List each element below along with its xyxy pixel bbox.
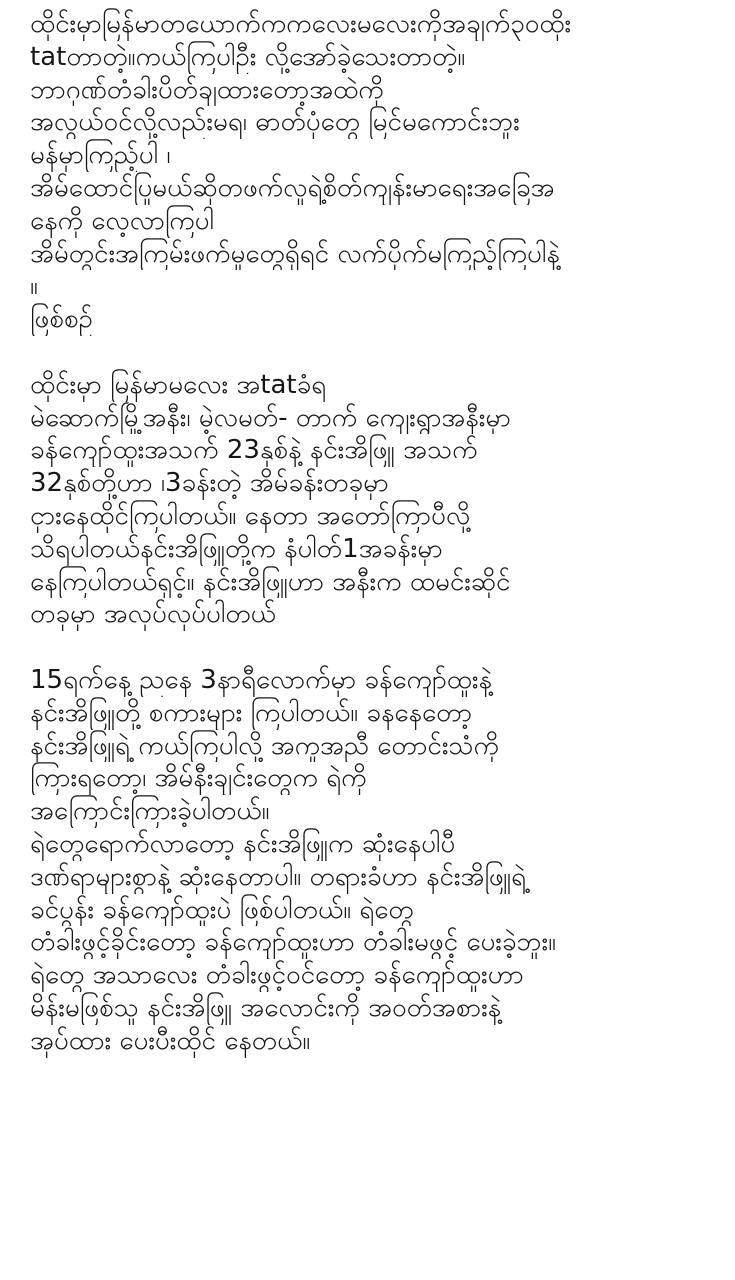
paragraph-details: [30, 664, 720, 1058]
text-line: အိမ်ထောင်ပြုမယ်ဆိုတဖက်လူရဲ့စိတ်ကျန်းမာရေးအခြေအ: [30, 172, 555, 203]
text-line: ။: [30, 271, 38, 302]
text-line: ငှားနေထိုင်ကြပါတယ်။ နေတာ အတော်ကြာပီလို့: [30, 500, 471, 531]
text-line: တခုမှာ အလုပ်လုပ်ပါတယ်: [30, 599, 276, 630]
text-line: 32နှစ်တို့ဟာ ၊3ခန်းတဲ့ အိမ်ခန်းတခုမှာ: [30, 468, 389, 499]
paragraph-incident: [30, 369, 720, 631]
text-line: သိရပါတယ်နင်းအိဖြူတို့က နံပါတ်1အခန်းမှာ: [30, 533, 443, 564]
text-line: ဘာဂုဏ်တံခါးပိတ်ချထားတော့အထဲကို: [30, 74, 384, 105]
text-line: 15ရက်နေ့ ညနေ 3နာရီလောက်မှာ ခန်ကျော်ထူးနဲ့: [30, 664, 492, 695]
text-line: ဖြစ်စဉ်: [30, 304, 93, 335]
text-line: အကြောင်းကြားခဲ့ပါတယ်။: [30, 796, 270, 827]
text-line: တံခါးဖွင့်ခိုင်းတော့ ခန်ကျော်ထူးဟာ တံခါးမဖွင့် ပေးခဲ့ဘူး။: [30, 927, 557, 958]
text-line: ဒဏ်ရာများစွာနဲ့ ဆုံးနေတာပါ။ တရားခံဟာ နင်းအိဖြူရဲ့: [30, 861, 526, 892]
document-text: [30, 8, 720, 1058]
text-line: မဲဆောက်မြို့အနီး၊ မဲ့လမတ်- တာက် ကျေးရွာအနီးမှာ: [30, 402, 511, 433]
text-line: ကြားရတော့၊ အိမ်နီးချင်းတွေက ရဲကို: [30, 763, 367, 794]
paragraph-spacer: [30, 336, 720, 369]
text-line: ထိုင်းမှာ မြန်မာမလေး အtatခံရ: [30, 369, 327, 400]
paragraph-intro: [30, 8, 720, 336]
text-line: နေကို လေ့လာကြပါ: [30, 205, 214, 236]
text-line: ခင်ပွန်း ခန်ကျော်ထူးပဲ ဖြစ်ပါတယ်။ ရဲတွေ: [30, 894, 414, 925]
text-line: အိမ်တွင်းအကြမ်းဖက်မှုတွေရှိရင် လက်ပိုက်မကြည့်ကြပါနဲ့: [30, 238, 560, 269]
text-line: မန်မှာကြည့်ပါ ၊: [30, 140, 171, 171]
text-line: ရဲတွေရောက်လာတော့ နင်းအိဖြူက ဆုံးနေပါပီ: [30, 828, 456, 859]
text-line: နင်းအိဖြူတို့ စကားများ ကြပါတယ်။ ခနနေတော့: [30, 697, 473, 728]
text-line: အုပ်ထား ပေးပီးထိုင် နေတယ်။: [30, 1025, 311, 1056]
text-line: tatတာတဲ့။ကယ်ကြပါဦး လို့အော်ခဲ့သေးတာတဲ့။: [30, 41, 466, 72]
text-line: ခန်ကျော်ထူးအသက် 23နှစ်နဲ့ နင်းအိဖြူ အသက်: [30, 435, 478, 466]
text-line: နေကြပါတယ်ရှင့်။ နင်းအိဖြူဟာ အနီးက ထမင်းဆိုင်: [30, 566, 511, 597]
text-line: ထိုင်းမှာမြန်မာတယောက်ကကလေးမလေးကိုအချက်၃၀ထိုး: [30, 9, 572, 39]
text-line: အလွယ်ဝင်လို့လည်းမရ၊ ဓာတ်ပုံတွေ မြင်မကောင်းဘူး: [30, 107, 520, 138]
text-line: မိန်းမဖြစ်သူ နင်းအိဖြူ အလောင်းကို အဝတ်အစားနဲ့: [30, 992, 502, 1023]
text-line: နင်းအိဖြူရဲ့ ကယ်ကြပါလို့ အကူအညီ တောင်းသံကို: [30, 730, 500, 761]
text-line: ရဲတွေ အသာလေး တံခါးဖွင့်ဝင်တော့ ခန်ကျော်ထူးဟာ: [30, 960, 524, 991]
paragraph-spacer: [30, 631, 720, 664]
